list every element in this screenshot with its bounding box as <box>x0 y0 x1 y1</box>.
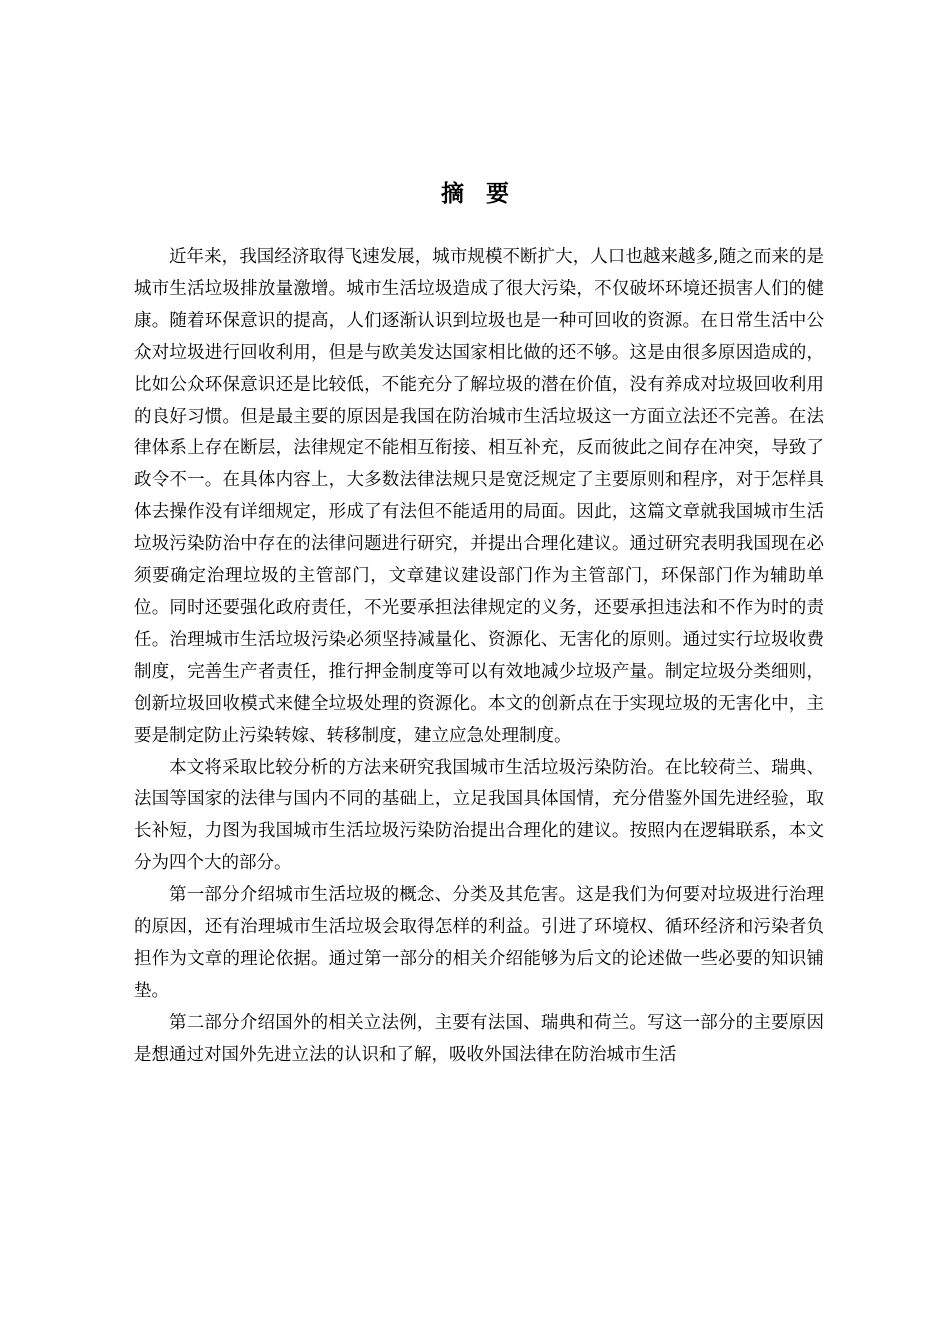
abstract-paragraph-3: 第一部分介绍城市生活垃圾的概念、分类及其危害。这是我们为何要对垃圾进行治理的原因，还有治理城市生活垃圾会取得怎样的利益。引进了环境权、循环经济和污染者负担作为文章的理论依据。通过第一部分的相关介绍能够为后文的论述做一些必要的知识铺垫。 <box>134 885 824 1001</box>
abstract-title-char-2: 要 <box>486 181 509 207</box>
abstract-title <box>0 176 950 212</box>
abstract-body <box>134 242 824 1072</box>
abstract-paragraph-4: 第二部分介绍国外的相关立法例，主要有法国、瑞典和荷兰。写这一部分的主要原因是想通过对国外先进立法的认识和了解，吸收外国法律在防治城市生活 <box>134 1012 824 1065</box>
abstract-title-char-1: 摘 <box>441 181 464 207</box>
abstract-paragraph-2: 本文将采取比较分析的方法来研究我国城市生活垃圾污染防治。在比较荷兰、瑞典、法国等国家的法律与国内不同的基础上，立足我国具体国情，充分借鉴外国先进经验，取长补短，力图为我国城市生活垃圾污染防治提出合理化的建议。按照内在逻辑联系，本文分为四个大的部分。 <box>134 757 824 874</box>
abstract-paragraph-1: 近年来，我国经济取得飞速发展，城市规模不断扩大，人口也越来越多,随之而来的是城市生活垃圾排放量激增。城市生活垃圾造成了很大污染，不仅破坏环境还损害人们的健康。随着环保意识的提高，人们逐渐认识到垃圾也是一种可回收的资源。在日常生活中公众对垃圾进行回收利用，但是与欧美发达国家相比做的还不够。这是由很多原因造成的，比如公众环保意识还是比较低，不能充分了解垃圾的潜在价值，没有养成对垃圾回收利用的良好习惯。但是最主要的原因是我国在防治城市生活垃圾这一方面立法还不完善。在法律体系上存在断层，法律规定不能相互衔接、相互补充，反而彼此之间存在冲突，导致了政令不一。在具体内容上，大多数法律法规只是宽泛规定了主要原则和程序，对于怎样具体去操作没有详细规定，形成了有法但不能适用的局面。因此，这篇文章就我国城市生活垃圾污染防治中存在的法律问题进行研究，并提出合理化建议。通过研究表明我国现在必须要确定治理垃圾的主管部门，文章建议建设部门作为主管部门，环保部门作为辅助单位。同时还要强化政府责任，不光要承担法律规定的义务，还要承担违法和不作为时的责任。治理城市生活垃圾污染必须坚持减量化、资源化、无害化的原则。通过实行垃圾收费制度，完善生产者责任，推行押金制度等可以有效地减少垃圾产量。制定垃圾分类细则，创新垃圾回收模式来健全垃圾处理的资源化。本文的创新点在于实现垃圾的无害化中，主要是制定防止污染转嫁、转移制度，建立应急处理制度。 <box>134 247 824 746</box>
